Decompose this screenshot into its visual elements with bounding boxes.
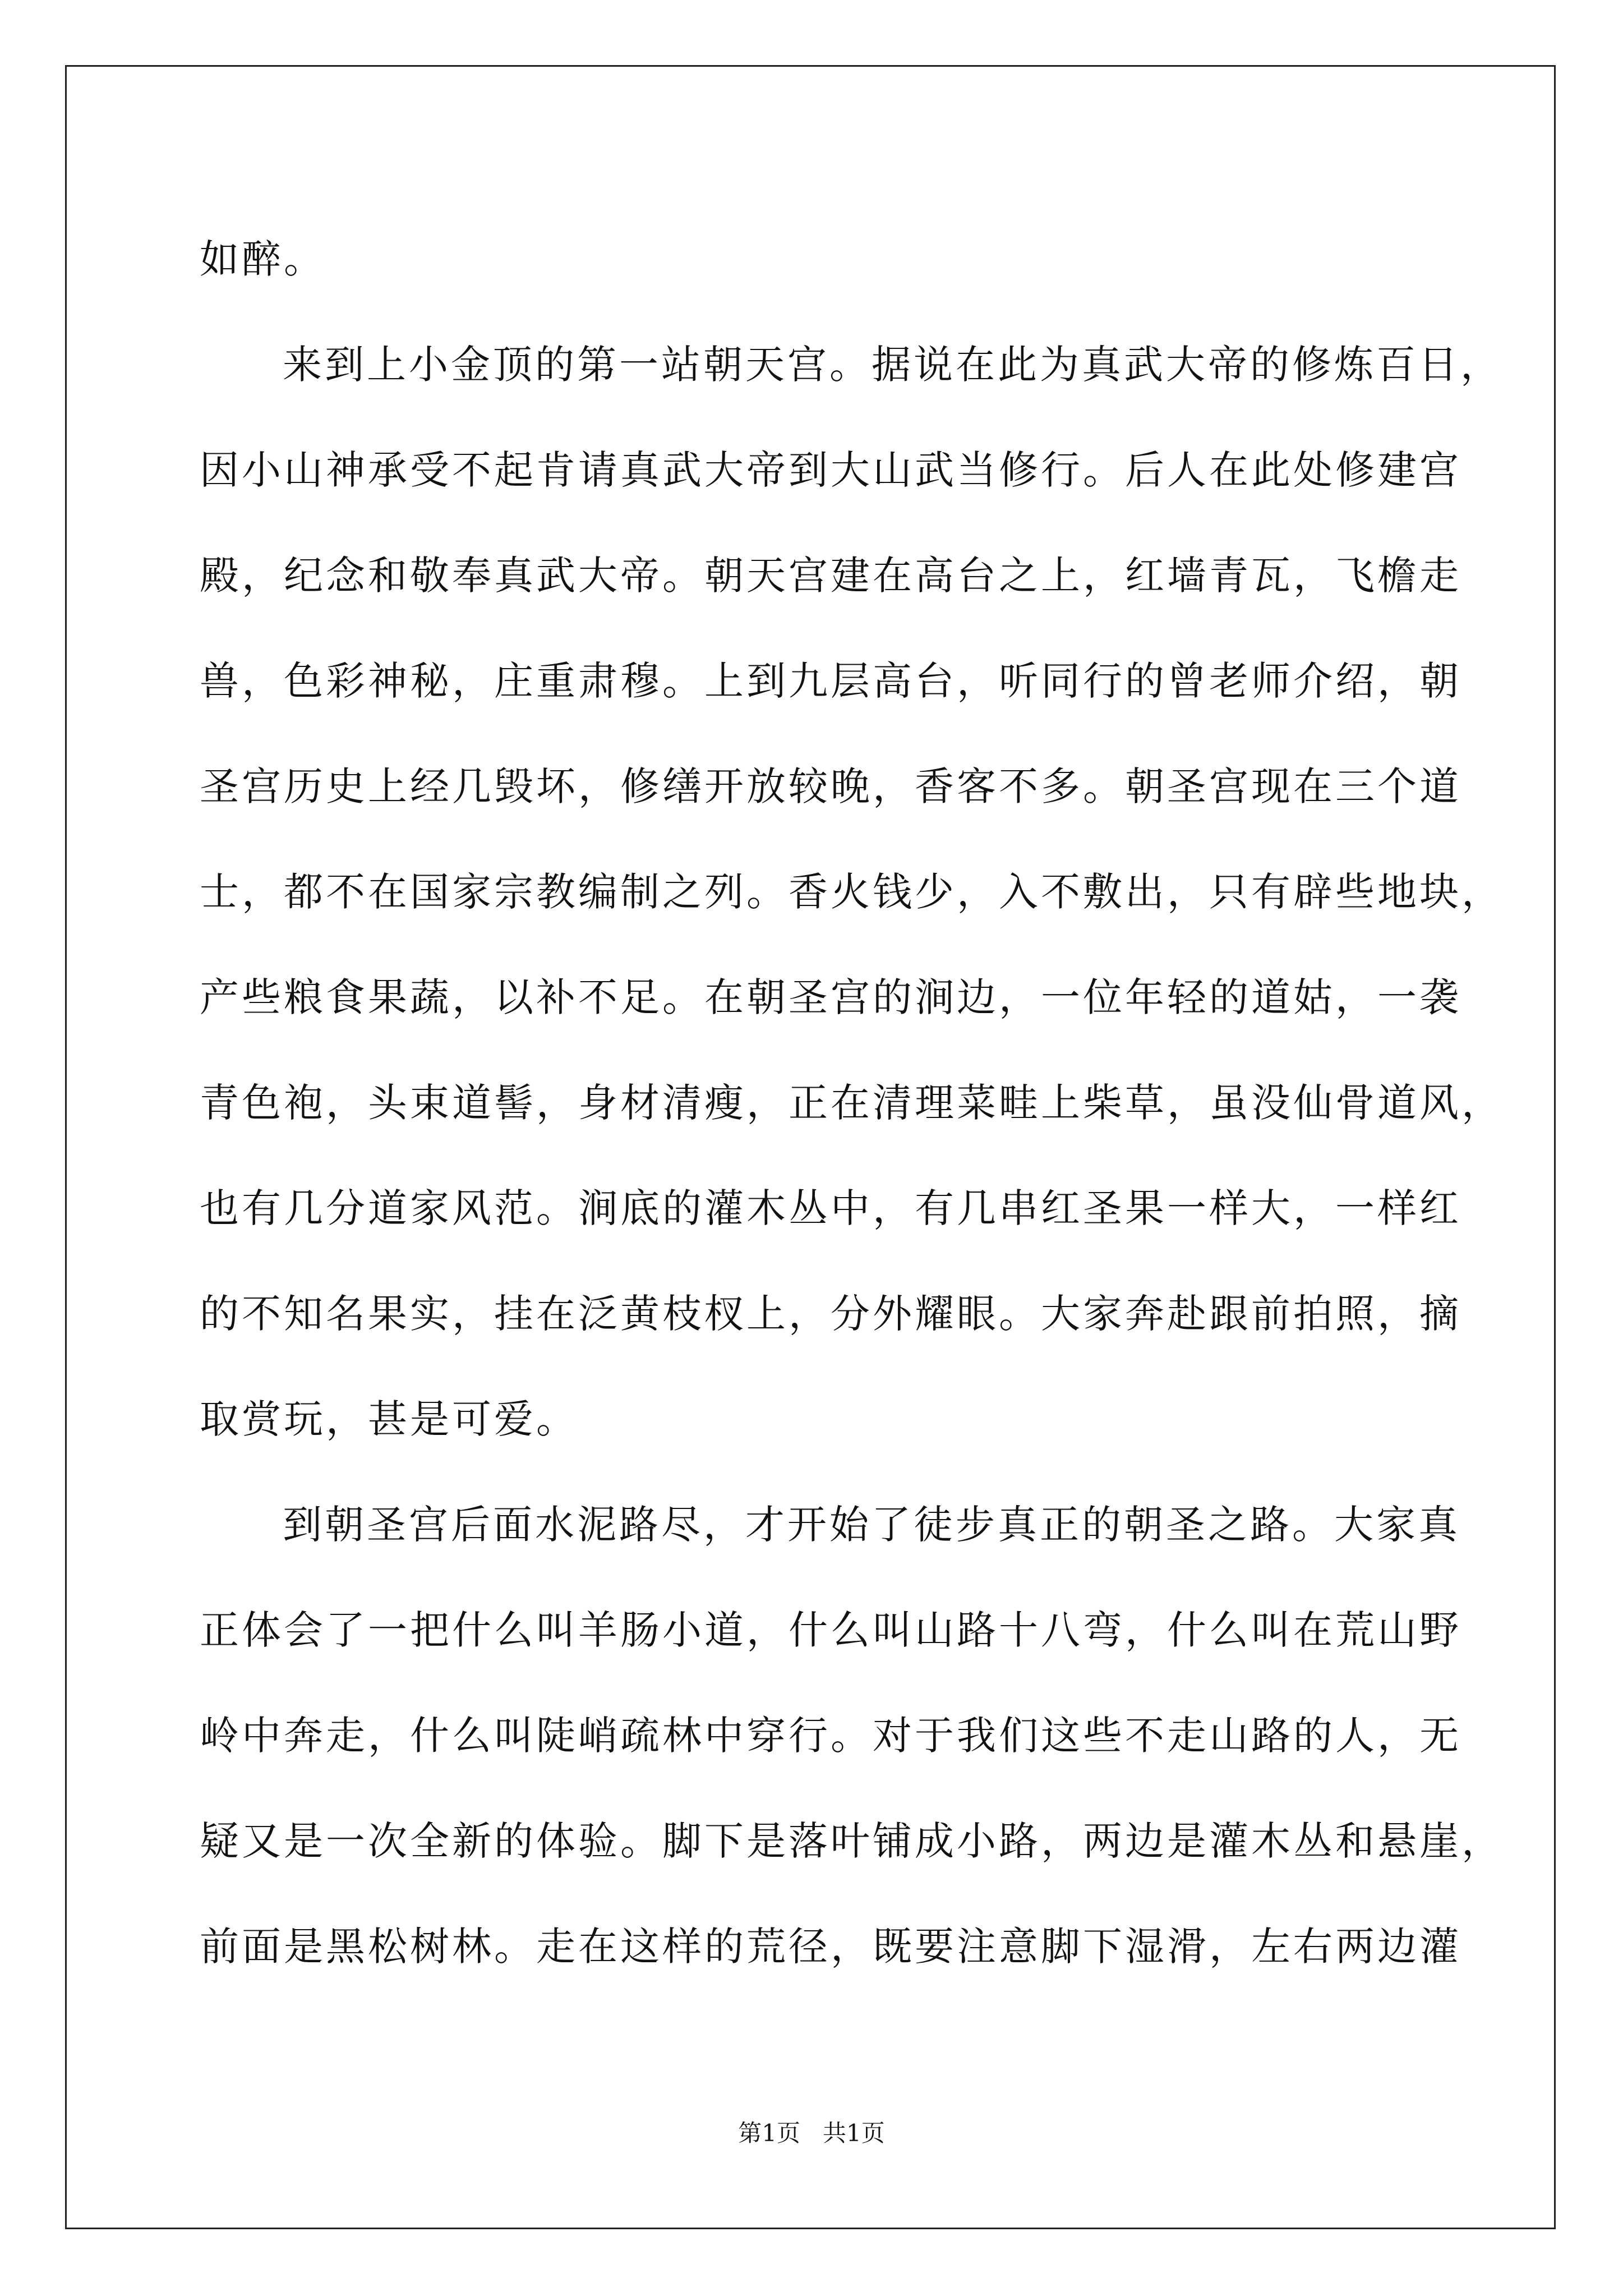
text-line: 的不知名果实，挂在泛黄枝杈上，分外耀眼。大家奔赴跟前拍照，摘: [200, 1291, 1461, 1337]
text-line: 岭中奔走，什么叫陡峭疏林中穿行。对于我们这些不走山路的人，无: [200, 1713, 1461, 1759]
document-body: [200, 206, 1504, 1999]
text-line: 也有几分道家风范。涧底的灌木丛中，有几串红圣果一样大，一样红: [200, 1185, 1461, 1231]
text-line: 殿，纪念和敬奉真武大帝。朝天宫建在高台之上，红墙青瓦，飞檐走: [200, 553, 1461, 599]
text-line: 正体会了一把什么叫羊肠小道，什么叫山路十八弯，什么叫在荒山野: [200, 1607, 1461, 1653]
text-line: 产些粮食果蔬，以补不足。在朝圣宫的涧边，一位年轻的道姑，一袭: [200, 974, 1461, 1020]
text-line: 圣宫历史上经几毁坏，修缮开放较晚，香客不多。朝圣宫现在三个道: [200, 763, 1461, 809]
text-line: 因小山神承受不起肯请真武大帝到大山武当修行。后人在此处修建宫: [200, 447, 1461, 493]
text-line: 兽，色彩神秘，庄重肃穆。上到九层高台，听同行的曾老师介绍，朝: [200, 658, 1461, 704]
text-line: 青色袍，头束道髻，身材清瘦，正在清理菜畦上柴草，虽没仙骨道风，: [200, 1080, 1504, 1126]
paragraph-first-line: 到朝圣宫后面水泥路尽，才开始了徒步真正的朝圣之路。大家真: [283, 1502, 1460, 1548]
text-line: 疑又是一次全新的体验。脚下是落叶铺成小路，两边是灌木丛和悬崖，: [200, 1818, 1504, 1864]
text-line: 如醉。: [200, 236, 326, 282]
text-line: 取赏玩，甚是可爱。: [200, 1396, 578, 1442]
paragraph-first-line: 来到上小金顶的第一站朝天宫。据说在此为真武大帝的修炼百日，: [283, 342, 1502, 388]
page-number: 第1页 共1页: [738, 2119, 885, 2147]
text-line: 前面是黑松树林。走在这样的荒径，既要注意脚下湿滑，左右两边灌: [200, 1924, 1461, 1970]
text-line: 士，都不在国家宗教编制之列。香火钱少，入不敷出，只有辟些地块，: [200, 869, 1504, 915]
